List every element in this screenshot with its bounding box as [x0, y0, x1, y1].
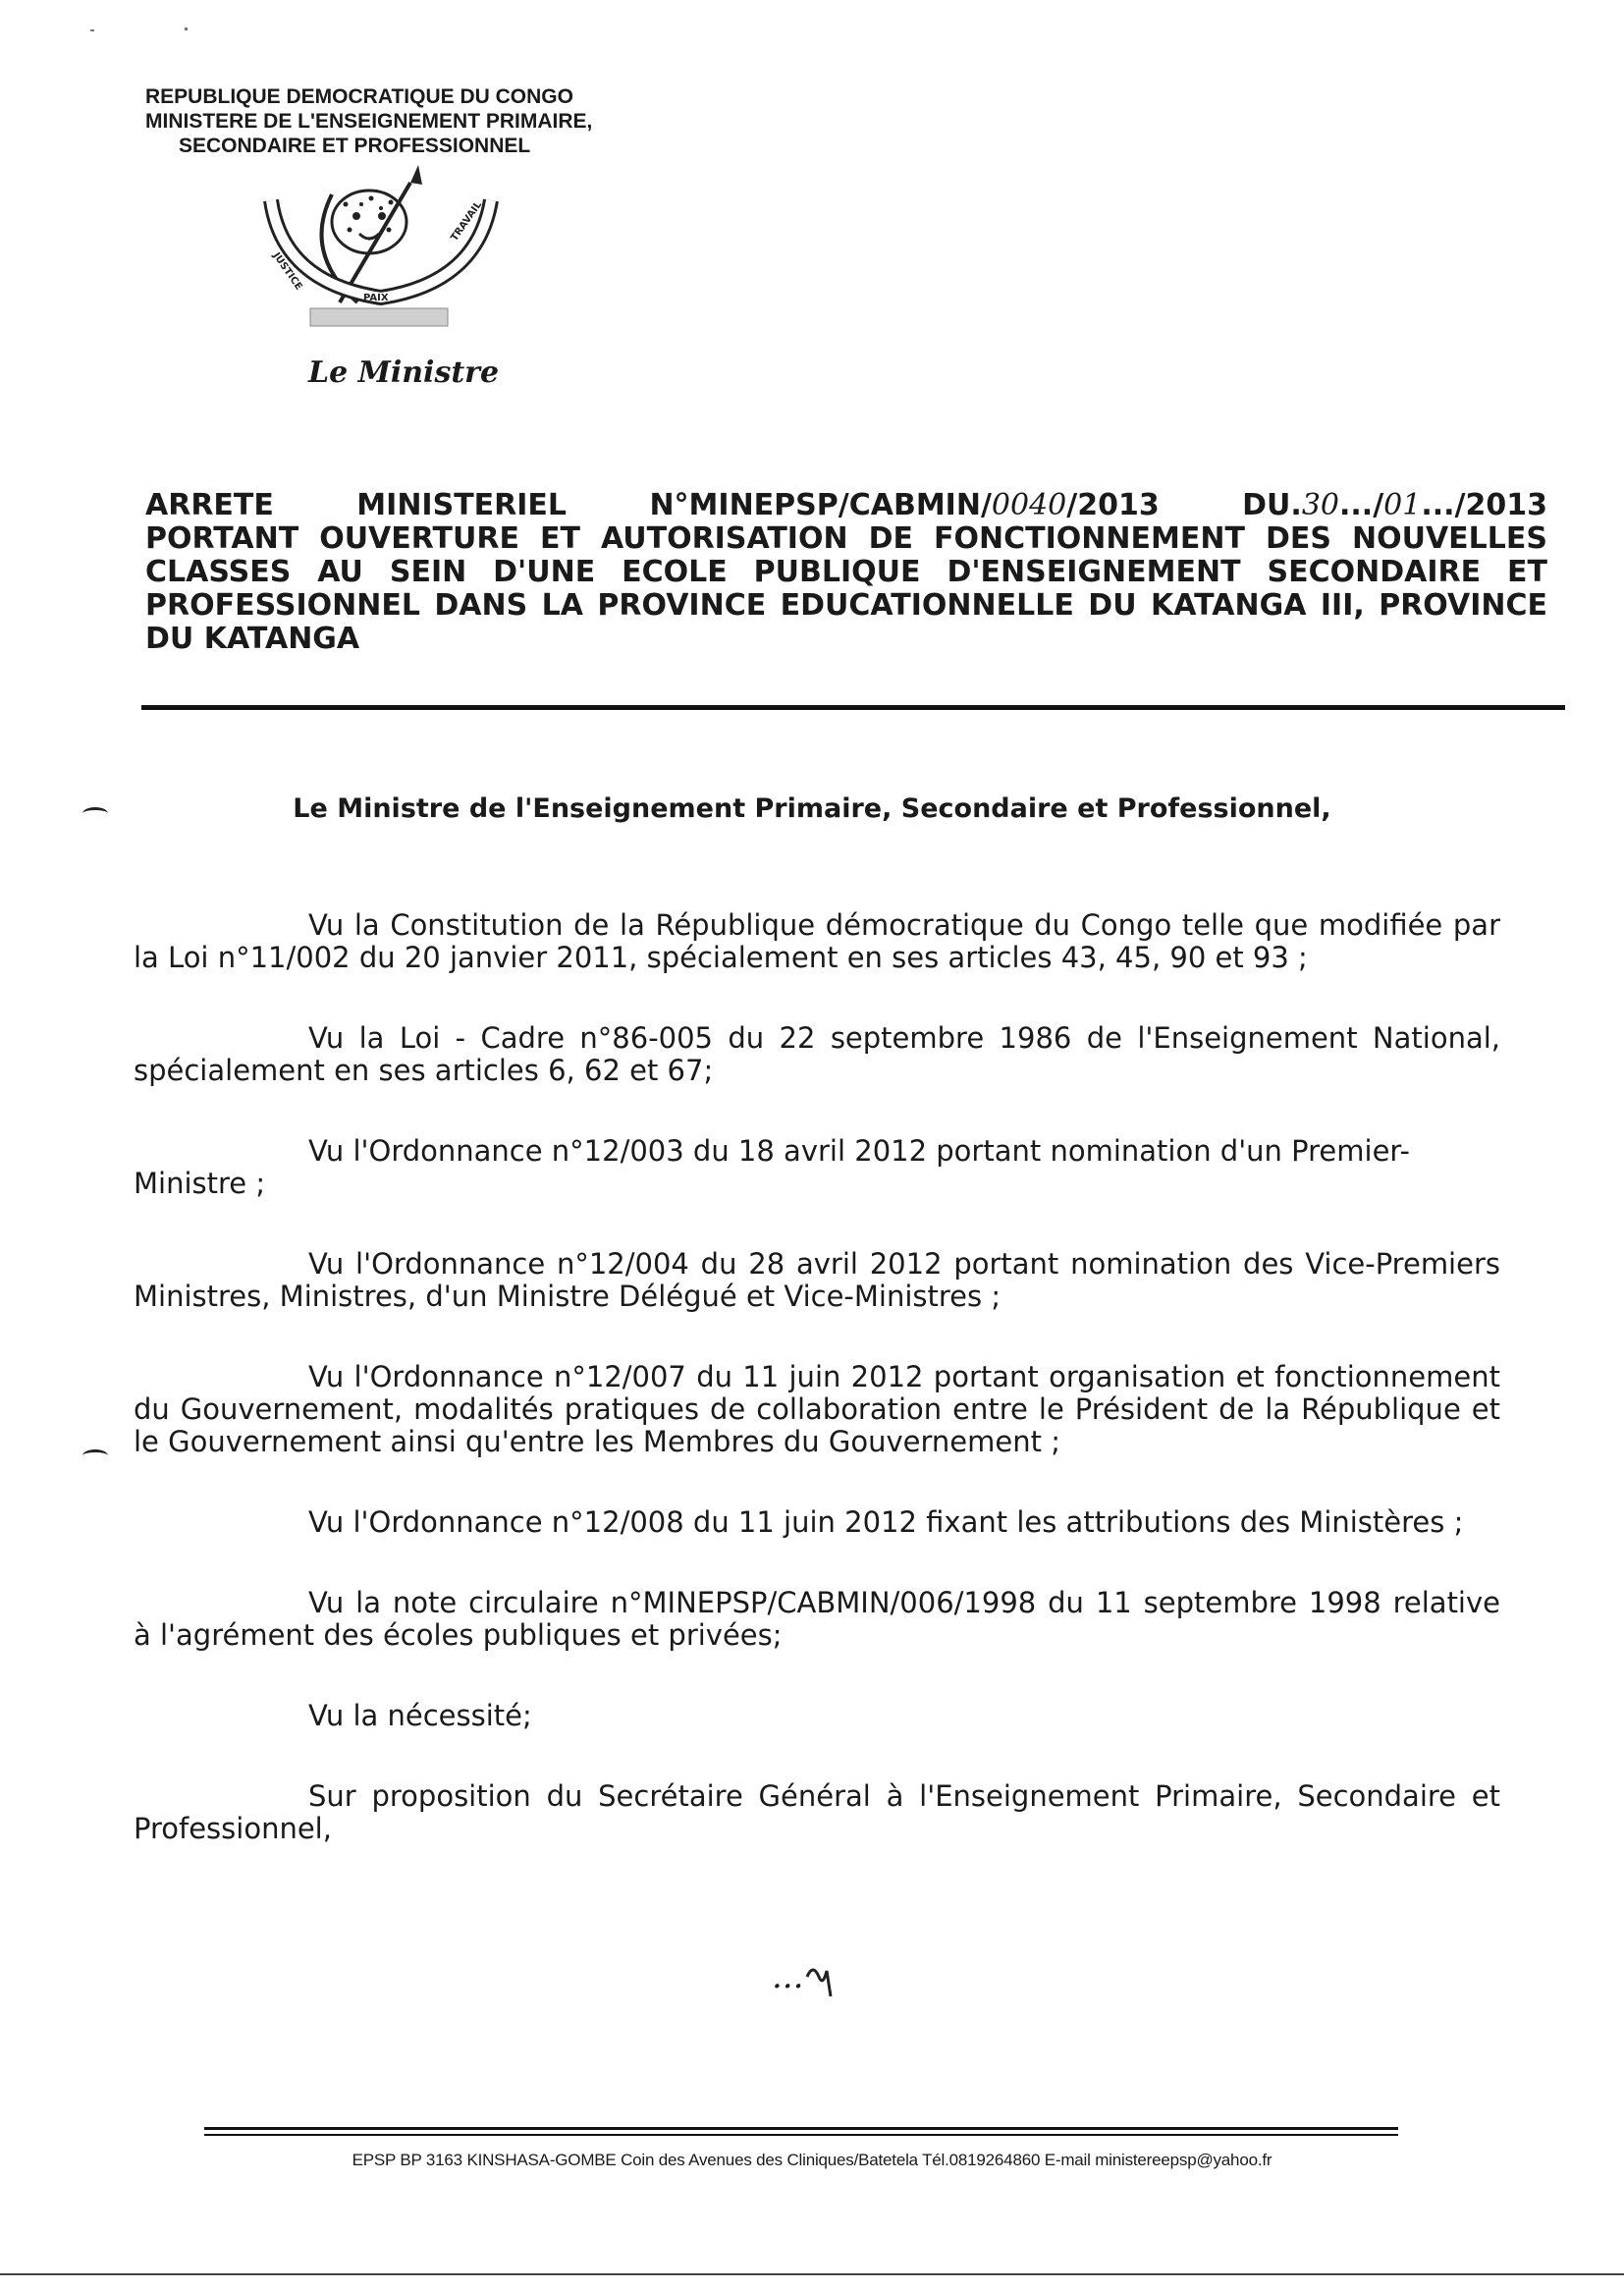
letterhead-line-1: REPUBLIQUE DEMOCRATIQUE DU CONGO: [145, 85, 573, 108]
handwritten-initials: ...: [772, 1957, 842, 2000]
scan-speck: [185, 27, 188, 30]
motto-paix: PAIX: [363, 293, 389, 303]
footer-rule: [204, 2127, 1398, 2130]
motto-justice: JUSTICE: [270, 250, 304, 293]
scan-speck: [90, 29, 94, 31]
signature-title: Le Ministre: [308, 355, 500, 390]
recital-constitution: Vu la Constitution de la République démocratique du Congo telle que modifiée par la Loi n°11/002 du 20 janvier 2011, spécialement en ses articles 43, 45, 90 et 93 ;: [134, 908, 1500, 974]
recital-ordonnance-008: Vu l'Ordonnance n°12/008 du 11 juin 2012 fixant les attributions des Ministères ;: [308, 1505, 1464, 1539]
recital-necessite: Vu la nécessité;: [308, 1699, 532, 1732]
letterhead-line-2: MINISTERE DE L'ENSEIGNEMENT PRIMAIRE,: [145, 110, 593, 133]
letterhead-line-3: SECONDAIRE ET PROFESSIONNEL: [179, 135, 531, 157]
decree-word-arrete: ARRETE: [145, 488, 274, 522]
recital-loi-cadre: Vu la Loi - Cadre n°86-005 du 22 septembre 1986 de l'Enseignement National, spécialement en ses articles 6, 62 et 67;: [134, 1021, 1500, 1087]
decree-number-row: [145, 489, 1547, 522]
decree-title: [145, 489, 1547, 656]
recital-proposition: Sur proposition du Secrétaire Général à l'Enseignement Primaire, Secondaire et Professionnel,: [134, 1779, 1500, 1845]
decree-date: DU.30.../01.../2013: [1242, 488, 1547, 522]
minister-heading: Le Ministre de l'Enseignement Primaire, Secondaire et Professionnel,: [293, 793, 1331, 824]
recital-ordonnance-004: Vu l'Ordonnance n°12/004 du 28 avril 2012 portant nomination des Vice-Premiers Ministres, Ministres, d'un Ministre Délégué et Vice-Ministres ;: [134, 1247, 1500, 1313]
title-divider: [141, 705, 1565, 710]
recital-ordonnance-003: Vu l'Ordonnance n°12/003 du 18 avril 2012 portant nomination d'un Premier-Ministre ;: [134, 1134, 1410, 1200]
page-bottom-rule: [0, 2273, 1624, 2275]
margin-mark: [82, 1449, 108, 1462]
decree-subject: PORTANT OUVERTURE ET AUTORISATION DE FONCTIONNEMENT DES NOUVELLES CLASSES AU SEIN D'UNE ECOLE PUBLIQUE D'ENSEIGNEMENT SECONDAIRE ET PROFESSIONNEL DANS LA PROVINCE EDUCATIONNELLE DU KATANGA III, PROVINCE DU KATANGA: [145, 521, 1547, 656]
decree-body: [134, 909, 1500, 1893]
leopard-head-icon: [332, 191, 406, 253]
handwritten-day: 30: [1301, 488, 1339, 522]
recital-note-circulaire: Vu la note circulaire n°MINEPSP/CABMIN/006/1998 du 11 septembre 1998 relative à l'agrément des écoles publiques et privées;: [134, 1586, 1500, 1652]
letterhead: [145, 84, 715, 158]
decree-number: N°MINEPSP/CABMIN/0040/2013: [649, 488, 1160, 522]
motto-travail: TRAVAIL: [449, 199, 485, 244]
coat-of-arms-emblem: [263, 165, 499, 332]
handwritten-number: 0040: [991, 488, 1067, 522]
decree-word-ministeriel: MINISTERIEL: [356, 488, 568, 522]
footer-address: EPSP BP 3163 KINSHASA-GOMBE Coin des Avenues des Cliniques/Batetela Tél.0819264860 E-mail ministereepsp@yahoo.fr: [352, 2151, 1272, 2169]
footer-rule: [204, 2134, 1398, 2136]
recital-ordonnance-007: Vu l'Ordonnance n°12/007 du 11 juin 2012 portant organisation et fonctionnement du Gouvernement, modalités pratiques de collaboration entre le Président de la République et le Gouvernement ainsi qu'entre les Membres du Gouvernement ;: [134, 1360, 1500, 1458]
handwritten-month: 01: [1383, 488, 1422, 522]
